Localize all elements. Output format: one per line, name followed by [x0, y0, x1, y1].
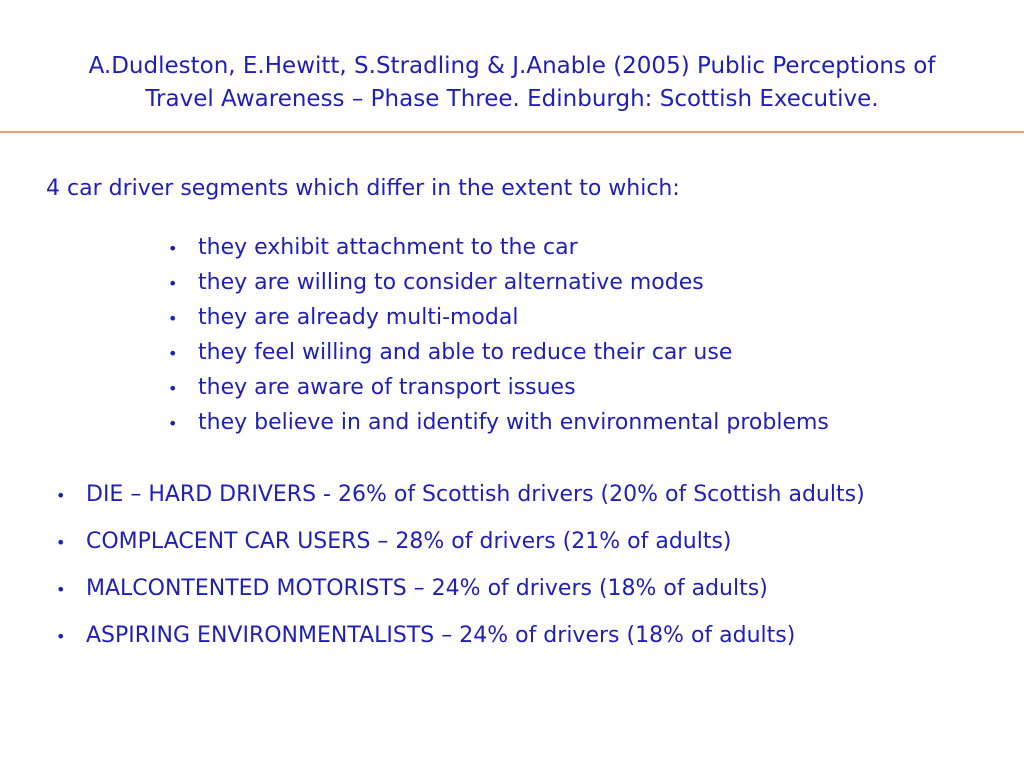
bullet-icon: • — [56, 533, 66, 552]
segment-item-text: ASPIRING ENVIRONMENTALISTS – 24% of drivers (18% of adults) — [86, 623, 796, 648]
criteria-list — [168, 231, 829, 441]
bullet-icon: • — [56, 627, 66, 646]
criteria-item — [168, 336, 829, 371]
title-line-2: Travel Awareness – Phase Three. Edinburgh: Scottish Executive. — [145, 86, 879, 112]
bullet-icon: • — [168, 379, 178, 398]
bullet-icon: • — [168, 274, 178, 293]
bullet-icon: • — [56, 486, 66, 505]
segment-item — [56, 472, 865, 519]
bullet-icon: • — [168, 239, 178, 258]
criteria-item-text: they are aware of transport issues — [198, 375, 576, 400]
criteria-item-text: they believe in and identify with environmental problems — [198, 410, 829, 435]
criteria-item — [168, 231, 829, 266]
intro-text: 4 car driver segments which differ in the extent to which: — [46, 176, 680, 201]
bullet-icon: • — [168, 309, 178, 328]
title-divider — [0, 131, 1024, 133]
criteria-item-text: they are already multi-modal — [198, 305, 519, 330]
criteria-item-text: they exhibit attachment to the car — [198, 235, 578, 260]
criteria-item — [168, 301, 829, 336]
segments-list — [56, 472, 865, 660]
bullet-icon: • — [168, 414, 178, 433]
title-line-1: A.Dudleston, E.Hewitt, S.Stradling & J.Anable (2005) Public Perceptions of — [88, 53, 936, 79]
criteria-item — [168, 266, 829, 301]
criteria-item — [168, 406, 829, 441]
criteria-item-text: they are willing to consider alternative modes — [198, 270, 704, 295]
segment-item — [56, 566, 865, 613]
segment-item — [56, 613, 865, 660]
bullet-icon: • — [168, 344, 178, 363]
segment-item-text: COMPLACENT CAR USERS – 28% of drivers (21% of adults) — [86, 529, 732, 554]
segment-item-text: DIE – HARD DRIVERS - 26% of Scottish drivers (20% of Scottish adults) — [86, 482, 865, 507]
segment-item-text: MALCONTENTED MOTORISTS – 24% of drivers (18% of adults) — [86, 576, 768, 601]
criteria-item — [168, 371, 829, 406]
slide-title — [20, 50, 1004, 116]
bullet-icon: • — [56, 580, 66, 599]
criteria-item-text: they feel willing and able to reduce their car use — [198, 340, 733, 365]
segment-item — [56, 519, 865, 566]
